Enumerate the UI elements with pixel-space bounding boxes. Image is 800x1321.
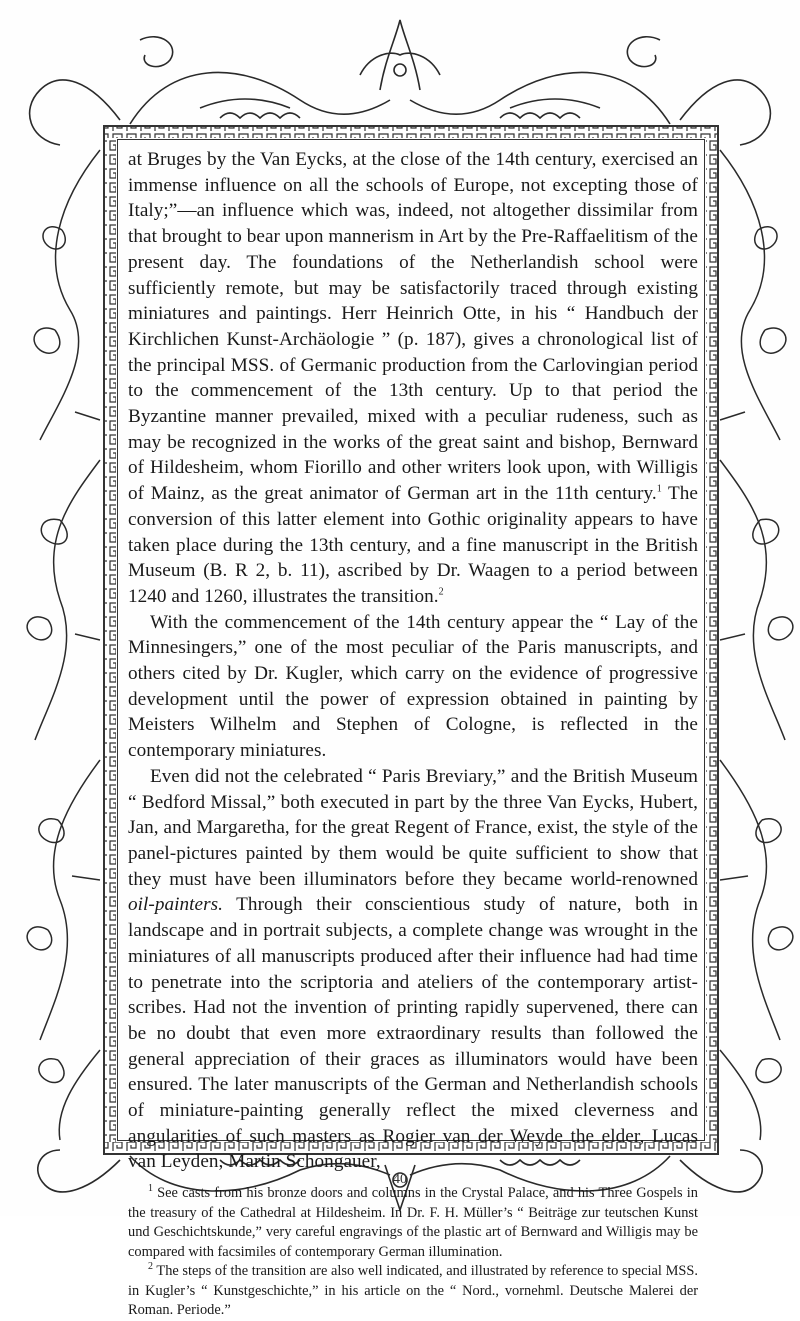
paragraph-1 — [128, 147, 698, 610]
footnote-text: The steps of the transition are also well indicated, and illustrated by reference to special MSS. in Kugler’s “ Kunstgeschichte,” in his article on the “ Nord., vornehml. Deutsche Malerei der Roman. Periode.” — [128, 1263, 698, 1319]
footnote-ref-2: 2 — [438, 586, 444, 598]
page-number: 40 — [393, 1172, 407, 1187]
footnote-ref-1: 1 — [656, 483, 662, 495]
footnote-1 — [128, 1184, 698, 1262]
footnote-mark: 2 — [148, 1261, 153, 1273]
paragraph-text: at Bruges by the Van Eycks, at the close of the 14th century, exercised an immense influence on all the schools of Europe, not excepting those of Italy;”—an influence which was, indeed, not altogether dissimilar from that brought to bear upon mannerism in Art by the Pre-Raffaelitism of the present day. The foundations of the Netherlandish school were sufficiently remote, but may be satisfactorily traced through existing miniatures and paintings. Herr Heinrich Otte, in his “ Handbuch der Kirchlichen Kunst-Archäologie ” (p. 187), gives a chronological list of the principal MSS. of Germanic production from the Carlovingian period to the commencement of the 13th century. Up to that period the Byzantine manner prevailed, mixed with a peculiar rudeness, such as may be recognized in the works of the great saint and bishop, Bernward of Hildesheim, whom Fiorillo and other writers look upon, with Willigis of Mainz, as the great animator of German art in the 11th century. — [128, 149, 698, 505]
paragraph-text: The conversion of this latter element into Gothic originality appears to have taken place during the 13th century, and a fine manuscript in the British Museum (B. R 2, b. 11), ascribed by Dr. Waagen to a period between 1240 and 1260, illustrates the transition. — [128, 483, 698, 607]
footnote-text: See casts from his bronze doors and columns in the Crystal Palace, and his Three Gospels in the treasury of the Cathedral at Hildesheim. In Dr. F. H. Müller’s “ Beiträge zur teutschen Kunst und Geschichtskunde,” very careful engravings of the plastic art of Bernward and Willigis may be compared with facsimiles of contemporary German illumination. — [128, 1185, 698, 1260]
footnote-2 — [128, 1262, 698, 1321]
footnotes — [128, 1184, 698, 1321]
paragraph-3 — [128, 764, 698, 1175]
paragraph-2 — [128, 610, 698, 764]
emphasis-text: oil-painters. — [128, 894, 223, 916]
text-column — [128, 147, 698, 1321]
paragraph-text: With the commencement of the 14th century appear the “ Lay of the Minnesingers,” one of the most peculiar of the Paris manuscripts, and others cited by Dr. Kugler, which carry on the evidence of progressive development until the power of expression obtained in painting by Meisters Wilhelm and Stephen of Cologne, is reflected in the contemporary miniatures. — [128, 611, 698, 762]
paragraph-text: Through their conscientious study of nature, both in landscape and in portrait subjects, a complete change was wrought in the miniatures of all manuscripts produced after their influence had had time to penetrate into the scriptoria and ateliers of the contemporary artist-scribes. Had not the invention of printing rapidly supervened, there can be no doubt that even more extraordinary results than followed the general appreciation of their graces as illuminators would have been ensured. The later manuscripts of the German and Netherlandish schools of miniature-painting generally reflect the mixed cleverness and angularities of such masters as Rogier van der Weyde the elder, Lucas van Leyden, Martin Schongauer, — [128, 894, 698, 1173]
footnote-mark: 1 — [148, 1183, 153, 1195]
paragraph-text: Even did not the celebrated “ Paris Breviary,” and the British Museum “ Bedford Missal,” both executed in part by the three Van Eycks, Hubert, Jan, and Margaretha, for the great Regent of France, exist, the style of the panel-pictures painted by them would be quite sufficient to show that they must have been illuminators before they became world-renowned — [128, 765, 698, 890]
